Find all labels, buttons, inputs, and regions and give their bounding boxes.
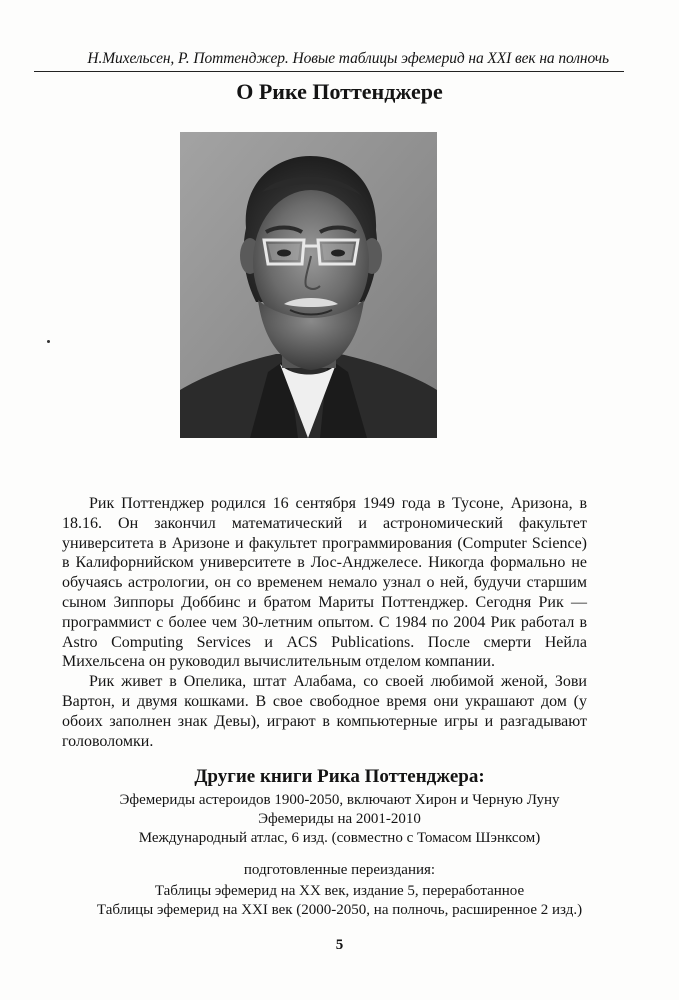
book-item: Международный атлас, 6 изд. (совместно с Томасом Шэнксом) <box>138 829 541 846</box>
portrait-illustration <box>180 132 437 438</box>
reprint-item: Таблицы эфемерид на XX век, издание 5, переработанное <box>154 883 525 899</box>
page-number: 5 <box>335 937 344 953</box>
bio-paragraph: Рик живет в Опелика, штат Алабама, со своей любимой женой, Зови Вартон, и двумя кошками. В свое свободное время они украшают дом (у обоих заполнен знак Девы), играют в компьютерные игры и разгадывают головоломки. <box>62 673 587 750</box>
book-item: Эфемериды астероидов 1900-2050, включают Хирон и Черную Луну <box>119 792 560 808</box>
running-header: Н.Михельсен, Р. Поттенджер. Новые таблицы эфемерид на XXI век на полночь <box>87 50 609 67</box>
book-item: Эфемериды на 2001-2010 <box>258 810 421 827</box>
bio-paragraph: Рик Поттенджер родился 16 сентября 1949 года в Тусоне, Аризона, в 18.16. Он закончил математический и астрономический факультет университета в Аризоне и факультет программирования (Computer Science) в Калифорнийском университете в Лос-Анджелесе. Никогда формально не обучаясь астрологии, он со временем немало узнал о ней, будучи старшим сыном Зиппоры Доббинс и братом Мариты Поттенджер. Сегодня Рик — программист с более чем 30-летним опытом. С 1984 по 2004 Рик работал в Astro Computing Services и ACS Publications. После смерти Нейла Михельсена он руководил вычислительным отделом компании. <box>62 495 587 671</box>
reprints-label: подготовленные переиздания: <box>243 862 436 878</box>
page-title: О Рике Поттенджере <box>236 79 443 104</box>
portrait-photo <box>180 132 437 438</box>
header-rule <box>34 71 624 72</box>
biography <box>62 494 587 751</box>
other-books-heading: Другие книги Рика Поттенджера: <box>194 766 485 787</box>
scan-speck <box>47 340 50 343</box>
other-books-list <box>0 791 679 847</box>
reprints-list <box>0 882 679 920</box>
reprint-item: Таблицы эфемерид на XXI век (2000-2050, на полночь, расширенное 2 изд.) <box>96 902 583 918</box>
